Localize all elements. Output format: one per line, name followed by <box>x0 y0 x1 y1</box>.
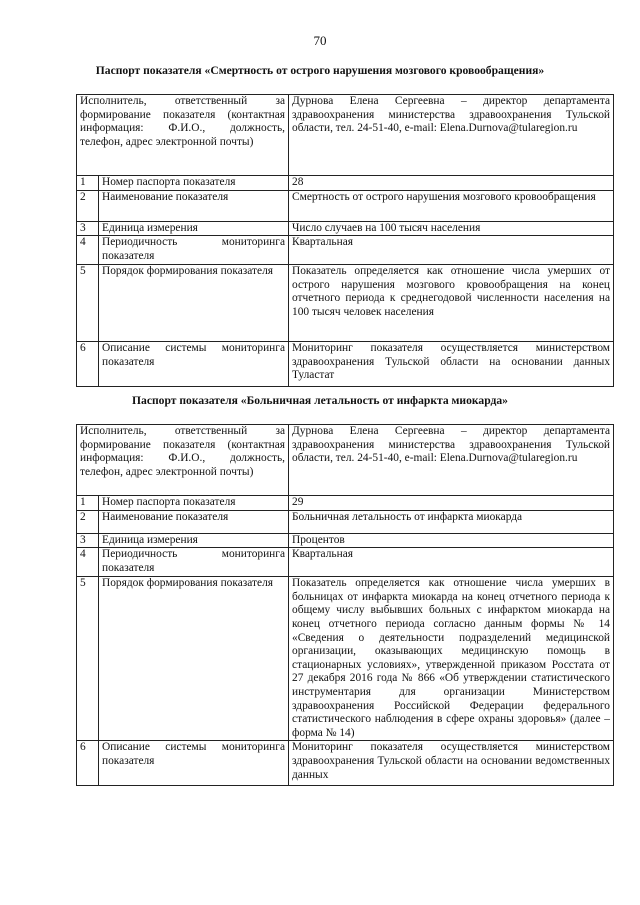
row-value: Число случаев на 100 тысяч населения <box>289 221 614 236</box>
row-label: Номер паспорта показателя <box>99 176 289 191</box>
row-number: 1 <box>77 176 99 191</box>
row-label: Периодичность мониторинга показателя <box>99 236 289 265</box>
passport-1-table <box>76 94 614 387</box>
row-number: 6 <box>77 342 99 387</box>
table-row <box>77 236 614 265</box>
row-label: Периодичность мониторинга показателя <box>99 548 289 577</box>
table-row <box>77 510 614 533</box>
table-row <box>77 221 614 236</box>
row-number: 4 <box>77 548 99 577</box>
row-label: Описание системы мониторинга показателя <box>99 741 289 786</box>
row-value: Показатель определяется как отношение числа умерших в больницах от инфаркта миокарда на конец отчетного периода к общему числу выбывших больных с инфарктом миокарда на конец отчетного периода согласно данным формы № 14 «Сведения о деятельности подразделений медицинской организации, оказывающих медицинскую помощь в стационарных условиях», утвержденной приказом Росстата от 27 декабря 2016 года № 866 «Об утверждении статистического инструментария для организации Министерством здравоохранения Российской Федерации федерального статистического наблюдения в сфере охраны здоровья» (далее – форма № 14) <box>289 577 614 741</box>
table-row <box>77 533 614 548</box>
row-number: 2 <box>77 190 99 221</box>
row-label: Номер паспорта показателя <box>99 496 289 511</box>
passport-1-title: Паспорт показателя «Смертность от острого нарушения мозгового кровообращения» <box>95 64 545 77</box>
table-row <box>77 548 614 577</box>
executor-label: Исполнитель, ответственный за формирование показателя (контактная информация: Ф.И.О., должность, телефон, адрес электронной почты) <box>77 95 289 176</box>
row-number: 2 <box>77 510 99 533</box>
row-label: Порядок формирования показателя <box>99 577 289 741</box>
row-number: 3 <box>77 221 99 236</box>
row-value: Квартальная <box>289 236 614 265</box>
table-row <box>77 176 614 191</box>
executor-value: Дурнова Елена Сергеевна – директор департамента здравоохранения министерства здравоохранения Тульской области, тел. 24-51-40, e-mail: Elena.Durnova@tularegion.ru <box>289 95 614 176</box>
row-number: 4 <box>77 236 99 265</box>
passport-2-title: Паспорт показателя «Больничная летальность от инфаркта миокарда» <box>132 394 508 407</box>
passport-2-table <box>76 424 614 786</box>
table-row <box>77 265 614 342</box>
row-number: 6 <box>77 741 99 786</box>
row-value: Больничная летальность от инфаркта миокарда <box>289 510 614 533</box>
table-row <box>77 342 614 387</box>
table-row <box>77 577 614 741</box>
row-value: 29 <box>289 496 614 511</box>
row-label: Наименование показателя <box>99 510 289 533</box>
table-row <box>77 496 614 511</box>
row-value: Мониторинг показателя осуществляется министерством здравоохранения Тульской области на основании данных Туластат <box>289 342 614 387</box>
table-row <box>77 425 614 496</box>
row-value: Показатель определяется как отношение числа умерших от острого нарушения мозгового кровообращения на конец отчетного периода к среднегодовой численности населения на 100 тысяч человек населения <box>289 265 614 342</box>
row-label: Описание системы мониторинга показателя <box>99 342 289 387</box>
executor-value: Дурнова Елена Сергеевна – директор департамента здравоохранения министерства здравоохранения Тульской области, тел. 24-51-40, e-mail: Elena.Durnova@tularegion.ru <box>289 425 614 496</box>
row-value: 28 <box>289 176 614 191</box>
row-value: Процентов <box>289 533 614 548</box>
table-row <box>77 741 614 786</box>
row-number: 5 <box>77 577 99 741</box>
table-row <box>77 95 614 176</box>
row-label: Наименование показателя <box>99 190 289 221</box>
row-value: Смертность от острого нарушения мозгового кровообращения <box>289 190 614 221</box>
row-number: 3 <box>77 533 99 548</box>
executor-label: Исполнитель, ответственный за формирование показателя (контактная информация: Ф.И.О., должность, телефон, адрес электронной почты) <box>77 425 289 496</box>
row-number: 1 <box>77 496 99 511</box>
row-number: 5 <box>77 265 99 342</box>
row-label: Единица измерения <box>99 221 289 236</box>
row-label: Порядок формирования показателя <box>99 265 289 342</box>
row-value: Мониторинг показателя осуществляется министерством здравоохранения Тульской области на основании ведомственных данных <box>289 741 614 786</box>
row-value: Квартальная <box>289 548 614 577</box>
row-label: Единица измерения <box>99 533 289 548</box>
page-number: 70 <box>313 33 327 48</box>
table-row <box>77 190 614 221</box>
